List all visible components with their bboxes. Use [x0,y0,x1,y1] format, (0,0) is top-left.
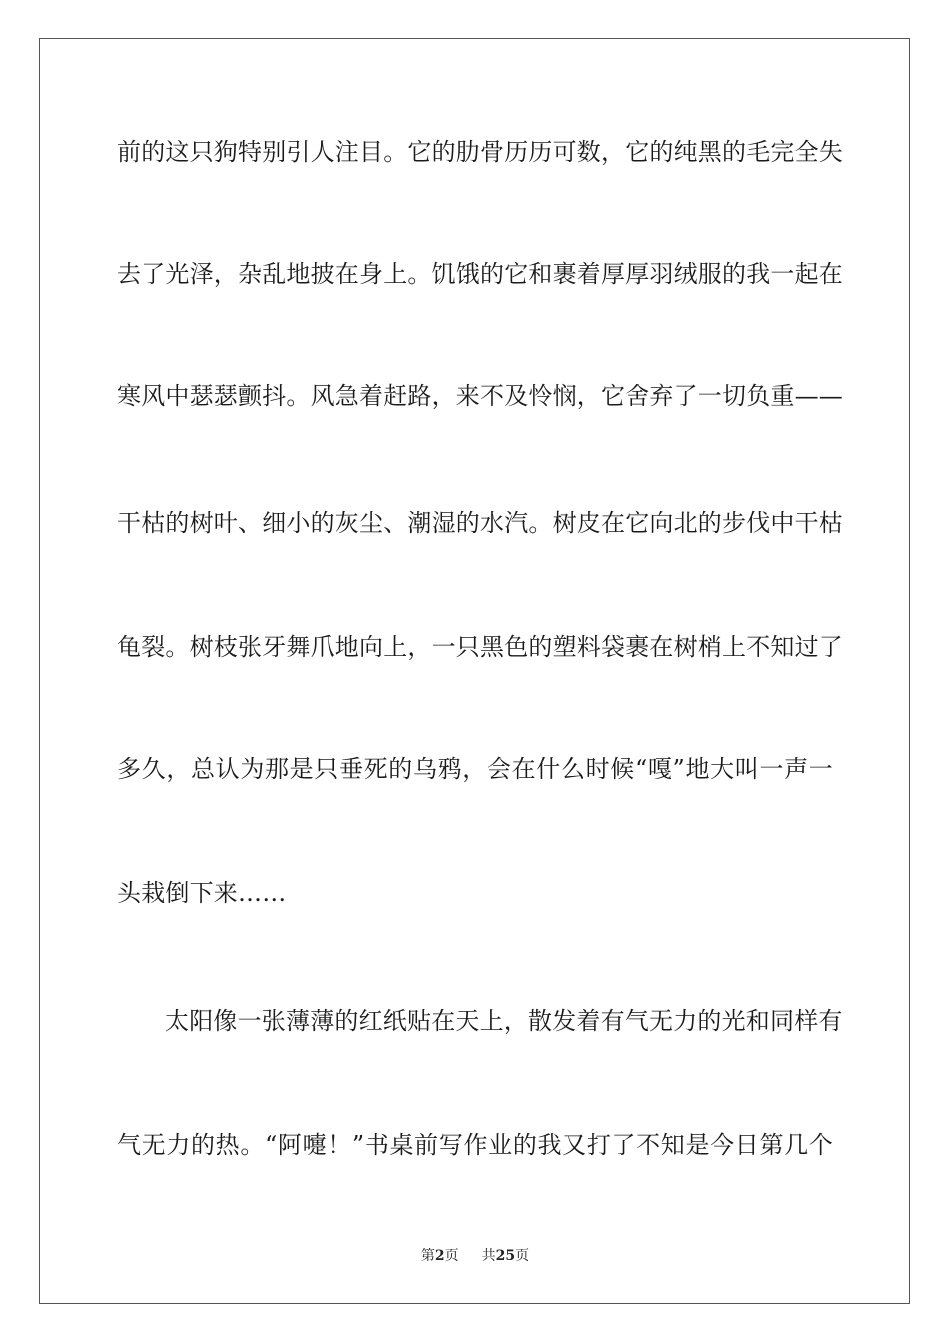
body-text-line: 干枯的树叶、细小的灰尘、潮湿的水汽。树皮在它向北的步伐中干枯 [117,509,843,537]
total-pages: 25 [495,1248,516,1264]
total-suffix: 页 [515,1248,530,1264]
paragraph-first-line: 太阳像一张薄薄的红纸贴在天上，散发着有气无力的光和同样有 [165,1007,843,1035]
body-text-line: 龟裂。树枝张牙舞爪地向上，一只黑色的塑料袋裹在树梢上不知过了 [117,633,843,661]
body-text-line: 气无力的热。“阿嚏！”书桌前写作业的我又打了不知是今日第几个 [117,1131,833,1159]
page-number: 2 [434,1248,445,1264]
page-border [39,38,910,1304]
body-text-line: 多久，总认为那是只垂死的乌鸦，会在什么时候“嘎”地大叫一声一 [117,755,833,783]
body-text-line: 去了光泽，杂乱地披在身上。饥饿的它和裹着厚厚羽绒服的我一起在 [117,260,843,288]
body-text-line: 前的这只狗特别引人注目。它的肋骨历历可数，它的纯黑的毛完全失 [117,138,843,166]
body-text-line: 寒风中瑟瑟颤抖。风急着赶路，来不及怜悯，它舍弃了一切负重—— [117,382,843,410]
body-text-line: 头栽倒下来…… [117,879,287,907]
total-prefix: 共 [481,1248,496,1264]
page-footer [0,1246,950,1266]
page-suffix: 页 [444,1248,459,1264]
page-prefix: 第 [420,1248,435,1264]
